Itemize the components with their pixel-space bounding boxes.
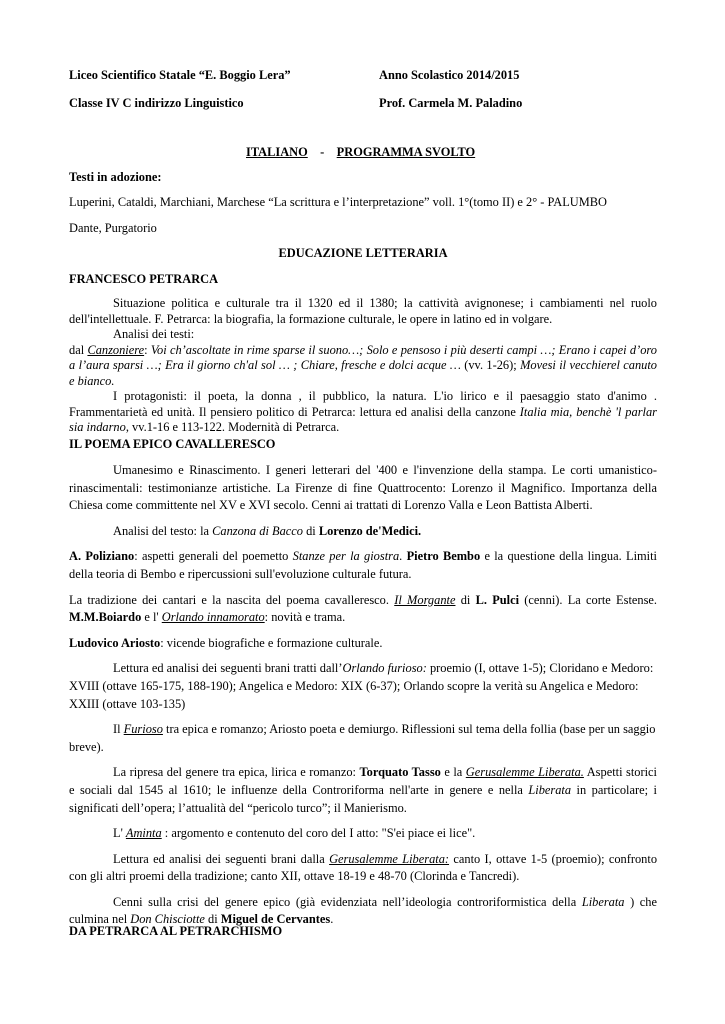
petrarca-body xyxy=(69,296,657,436)
text-run: Lettura ed analisi dei seguenti brani dalla xyxy=(113,851,330,866)
text-run: di xyxy=(204,912,221,927)
text-run: di xyxy=(302,523,319,538)
text-run: : xyxy=(144,342,151,357)
text-run: tra epica e romanzo; Ariosto poeta e demiurgo. Riflessioni sul tema della follia (base per un saggio breve). xyxy=(69,722,656,754)
text-run: di xyxy=(455,592,476,607)
petrarca-paragraph-3 xyxy=(69,343,657,390)
work-title: Il Morgante xyxy=(394,592,456,607)
school-name: Liceo Scientifico Statale “E. Boggio Lera” xyxy=(69,68,291,82)
textbook-2: Dante, Purgatorio xyxy=(69,221,157,235)
text-run: La ripresa del genere tra epica, lirica e romanzo: xyxy=(113,765,360,780)
petrarca-paragraph-2: Analisi dei testi: xyxy=(113,327,195,341)
author-name: Ludovico Ariosto xyxy=(69,635,161,650)
petrarca-paragraph-1: Situazione politica e culturale tra il 1320 ed il 1380; la cattività avignonese; i cambiamenti nel ruolo dell'intellettuale. F. Petrarca: la biografia, la formazione culturale, le opere in latino ed in volgare. xyxy=(69,296,657,326)
section-petrarchismo: DA PETRARCA AL PETRARCHISMO xyxy=(69,924,283,938)
work-title: Gerusalemme Liberata: xyxy=(329,851,450,866)
textbook-1: Luperini, Cataldi, Marchiani, Marchese “La scrittura e l’interpretazione” voll. 1°(tomo II) e 2° - PALUMBO xyxy=(69,195,607,209)
author-name: Torquato Tasso xyxy=(359,765,441,780)
class-info: Classe IV C indirizzo Linguistico xyxy=(69,96,244,110)
work-title: Canzona di Bacco xyxy=(212,523,303,538)
text-run: , vv.1-16 e 113-122. Modernità di Petrarca. xyxy=(125,420,340,434)
text-run: La tradizione dei cantari e la nascita del poema cavalleresco. xyxy=(69,592,395,607)
canzone-title: Italia mia, benchè 'l parlar sia indarno xyxy=(69,404,657,434)
text-run: : vicende biografiche e formazione culturale. xyxy=(160,635,383,650)
poema-paragraph-8 xyxy=(69,764,657,817)
text-run: ) che culmina nel xyxy=(69,894,657,927)
author-name: Pietro Bembo xyxy=(406,549,481,564)
title-subject: ITALIANO xyxy=(246,145,308,159)
author-name: L. Pulci xyxy=(475,592,520,607)
poema-paragraph-9 xyxy=(69,825,657,843)
poema-paragraph-3 xyxy=(69,548,657,583)
poema-paragraph-4 xyxy=(69,592,657,627)
work-title: Orlando innamorato xyxy=(161,610,265,625)
author-name: Miguel de Cervantes xyxy=(220,912,331,927)
petrarca-heading: FRANCESCO PETRARCA xyxy=(69,272,219,286)
poema-paragraph-2 xyxy=(69,523,657,541)
poema-body xyxy=(69,462,657,937)
text-run: e la xyxy=(440,765,466,780)
text-run: proemio (I, ottave 1-5); Cloridano e Medoro: XVIII (ottave 165-175, 188-190); Angelica e Medoro: XIX (6-37); Orlando scopre la verità su Angelica e Medoro: XXIII (ottave 103-135) xyxy=(69,661,654,711)
poem-title: Movesi il vecchierel canuto e bianco. xyxy=(69,358,657,388)
work-title: Liberata xyxy=(528,782,572,797)
texts-heading: Testi in adozione: xyxy=(69,170,162,184)
petrarca-paragraph-4 xyxy=(69,389,657,436)
text-run: Aspetti storici e sociali dal 1545 al 1610; le influenze della Controriforma nell'arte in genere e nella xyxy=(69,765,657,797)
work-title: Aminta xyxy=(125,826,162,841)
canzoniere-title: Canzoniere xyxy=(87,342,145,357)
text-run: Analisi del testo: la xyxy=(113,523,213,538)
poema-heading: IL POEMA EPICO CAVALLERESCO xyxy=(69,437,276,451)
text-run: e la questione della lingua. Limiti della teoria di Bembo e ripercussioni sull'evoluzione culturale futura. xyxy=(69,549,657,581)
title-program: PROGRAMMA SVOLTO xyxy=(336,145,476,159)
text-run: : argomento e contenuto del coro del I atto: "S'ei piace ei lice". xyxy=(161,826,476,841)
work-title: Stanze per la giostra xyxy=(292,549,400,564)
text-run: . xyxy=(330,912,334,927)
document-title xyxy=(246,145,475,161)
text-run: Cenni sulla crisi del genere epico (già evidenziata nell’ideologia controriformistica della xyxy=(113,894,582,909)
work-title: Furioso xyxy=(123,722,163,737)
text-run: (vv. 1-26); xyxy=(460,358,521,372)
text-run: I protagonisti: il poeta, la donna , il pubblico, la natura. L'io lirico e il paesaggio stato d'animo . Frammentarietà ed unità. Il pensiero politico di Petrarca: lettura ed analisi della canzone xyxy=(69,389,657,419)
poema-paragraph-5 xyxy=(69,635,657,653)
author-name: A. Poliziano xyxy=(69,549,135,564)
work-title: Don Chisciotte xyxy=(130,912,205,927)
text-run: dal xyxy=(69,342,88,357)
section-educazione-letteraria: EDUCAZIONE LETTERARIA xyxy=(278,246,448,260)
text-run: in particolare; i significati dell’opera; l’attualità del “pericolo turco”; il Manierismo. xyxy=(69,782,657,815)
school-year: Anno Scolastico 2014/2015 xyxy=(379,68,520,82)
poema-paragraph-6 xyxy=(69,660,657,713)
text-run: L' xyxy=(113,826,126,841)
poem-titles: Voi ch’ascoltate in rime sparse il suono…; Solo e pensoso i più deserti campi …; Erano i capei d’oro a l’aura sparsi …; Era il giorno ch'al sol … ; Chiare, fresche e dolci acque … xyxy=(69,342,657,372)
text-run: e l' xyxy=(141,610,162,625)
poema-paragraph-10 xyxy=(69,851,657,886)
text-run: . xyxy=(399,549,407,564)
author-name: Lorenzo de'Medici. xyxy=(318,523,422,538)
poema-paragraph-7 xyxy=(69,721,657,756)
text-run: : aspetti generali del poemetto xyxy=(134,549,293,564)
text-run: Lettura ed analisi dei seguenti brani tratti dall’ xyxy=(113,661,343,676)
work-title: Gerusalemme Liberata. xyxy=(465,765,584,780)
text-run: : novità e trama. xyxy=(264,610,346,625)
text-run: Il xyxy=(113,722,124,737)
poema-paragraph-1: Umanesimo e Rinascimento. I generi letterari del '400 e l'invenzione della stampa. Le corti umanistico-rinascimentali: testimonianze artistiche. La Firenze di fine Quattrocento: Lorenzo il Magnifico. Importanza della Chiesa come committente nel XV e XVI secolo. Cenni ai trattati di Lorenzo Valla e Leon Battista Alberti. xyxy=(69,463,657,513)
work-title: Orlando furioso: xyxy=(342,661,427,676)
author-name: M.M.Boiardo xyxy=(69,610,142,625)
text-run: canto I, ottave 1-5 (proemio); confronto con gli altri proemi della tradizione; canto XII, ottave 18-19 e 48-70 (Clorinda e Tancredi). xyxy=(69,851,658,884)
work-title: Liberata xyxy=(581,894,625,909)
title-dash: - xyxy=(320,145,325,159)
teacher-name: Prof. Carmela M. Paladino xyxy=(379,96,523,110)
text-run: (cenni). La corte Estense. xyxy=(519,592,658,607)
